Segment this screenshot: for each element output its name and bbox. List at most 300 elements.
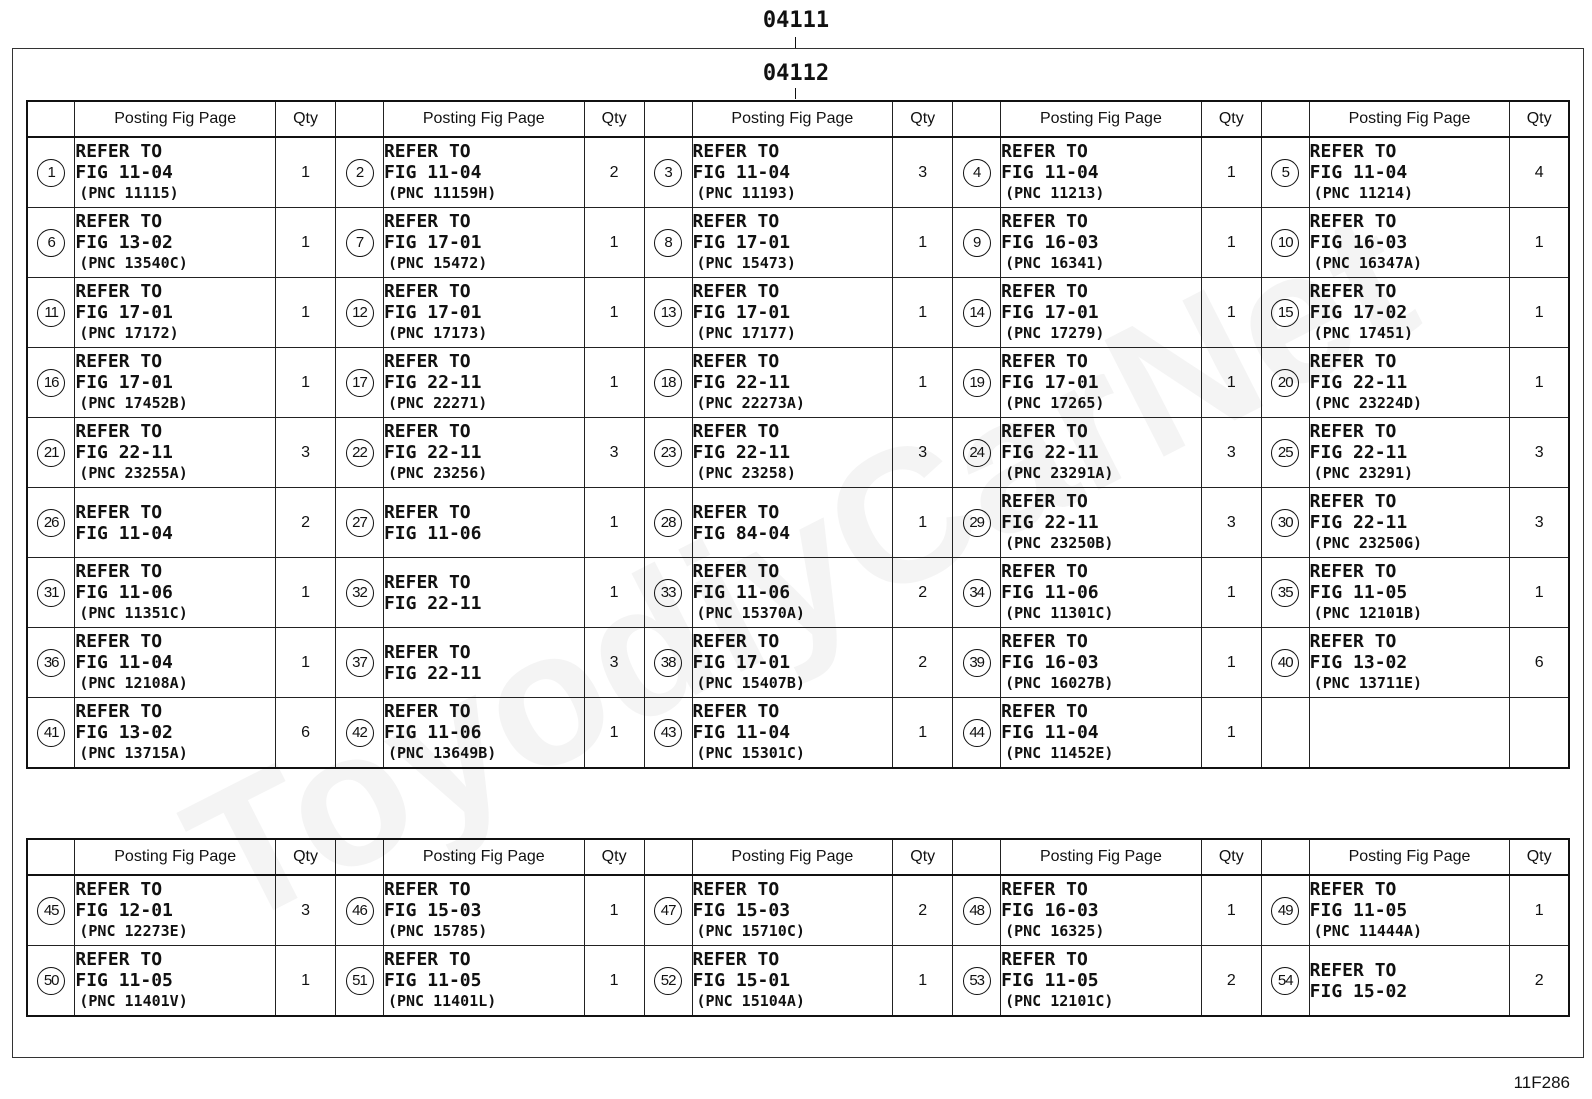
circled-ref-number: 25 [1271, 439, 1299, 467]
fig-ref: FIG 22-11 [383, 662, 482, 684]
qty-cell: 3 [1510, 418, 1569, 488]
pnc-code: (PNC 23250B) [1005, 534, 1114, 552]
fig-ref: FIG 16-03 [1001, 900, 1099, 921]
qty-cell: 1 [276, 278, 336, 348]
qty-cell: 3 [1510, 488, 1569, 558]
circled-ref-number: 5 [1271, 159, 1299, 187]
circled-ref-number: 34 [963, 579, 991, 607]
qty-cell: 3 [893, 418, 953, 488]
refer-to-text: REFER TO [1309, 351, 1397, 372]
ref-number-cell [27, 278, 75, 348]
refer-to-text: REFER TO [1001, 561, 1088, 582]
refer-to-cell [1309, 875, 1510, 946]
header-ref-number-cell [1261, 839, 1309, 875]
table-header [27, 839, 1569, 875]
pnc-code: (PNC 15407B) [696, 674, 805, 692]
header-posting-fig-page: Posting Fig Page [75, 101, 276, 137]
circled-ref-number: 27 [346, 509, 374, 537]
refer-to-cell [75, 488, 276, 558]
circled-ref-number: 16 [37, 369, 65, 397]
qty-cell: 1 [1510, 278, 1569, 348]
pnc-code: (PNC 12273E) [79, 922, 188, 940]
table-row [27, 875, 1569, 946]
ref-number-cell [336, 418, 384, 488]
circled-ref-number: 48 [963, 897, 991, 925]
circled-ref-number: 47 [654, 897, 682, 925]
pnc-code: (PNC 11401V) [79, 992, 188, 1010]
refer-to-text: REFER TO [75, 421, 163, 442]
refer-to-text: REFER TO [383, 949, 471, 970]
refer-to-cell [692, 137, 893, 208]
table-row [27, 208, 1569, 278]
refer-to-cell [1309, 418, 1510, 488]
pnc-code: (PNC 15104A) [696, 992, 805, 1010]
ref-number-cell [644, 558, 692, 628]
pnc-code: (PNC 15785) [387, 922, 488, 940]
header-ref-number-cell [953, 839, 1001, 875]
pnc-code: (PNC 11193) [696, 184, 796, 202]
qty-cell: 3 [276, 875, 336, 946]
refer-to-text: REFER TO [1309, 959, 1397, 981]
ref-number-cell [336, 488, 384, 558]
circled-ref-number: 54 [1271, 967, 1299, 995]
fig-ref: FIG 22-11 [383, 592, 482, 614]
table-row [27, 418, 1569, 488]
circled-ref-number: 37 [346, 649, 374, 677]
circled-ref-number: 23 [654, 439, 682, 467]
fig-ref: FIG 13-02 [75, 232, 173, 253]
ref-number-cell [1261, 875, 1309, 946]
refer-to-text: REFER TO [692, 141, 780, 162]
refer-to-text: REFER TO [1309, 421, 1397, 442]
ref-number-cell [953, 208, 1001, 278]
refer-to-cell [692, 875, 893, 946]
refer-to-text: REFER TO [1001, 491, 1088, 512]
refer-to-text: REFER TO [1309, 281, 1397, 302]
circled-ref-number: 6 [37, 229, 65, 257]
fig-ref: FIG 11-04 [1309, 162, 1408, 183]
refer-to-text: REFER TO [383, 281, 471, 302]
qty-cell: 1 [893, 946, 953, 1017]
qty-cell: 1 [584, 348, 644, 418]
ref-number-cell [953, 137, 1001, 208]
table-row [27, 488, 1569, 558]
refer-to-cell [1309, 348, 1510, 418]
refer-to-cell [75, 278, 276, 348]
pnc-code: (PNC 11159H) [387, 184, 497, 202]
fig-ref: FIG 22-11 [692, 442, 791, 463]
qty-cell: 6 [276, 698, 336, 769]
refer-to-cell [1309, 488, 1510, 558]
refer-to-text: REFER TO [75, 211, 163, 232]
pnc-code: (PNC 13540C) [79, 254, 188, 272]
pnc-code: (PNC 17172) [79, 324, 179, 342]
refer-to-text: REFER TO [75, 879, 163, 900]
ref-number-cell [336, 278, 384, 348]
refer-to-cell [75, 946, 276, 1017]
header-posting-fig-page: Posting Fig Page [692, 101, 893, 137]
circled-ref-number: 33 [654, 579, 682, 607]
header-ref-number-cell [27, 839, 75, 875]
ref-number-cell [27, 558, 75, 628]
refer-to-cell [75, 628, 276, 698]
pnc-code: (PNC 23256) [387, 464, 488, 482]
refer-to-cell [1309, 628, 1510, 698]
refer-to-text: REFER TO [692, 631, 780, 652]
fig-ref: FIG 11-04 [692, 162, 791, 183]
ref-number-cell [1261, 418, 1309, 488]
pnc-code: (PNC 17451) [1313, 324, 1414, 342]
ref-number-cell [1261, 348, 1309, 418]
fig-ref: FIG 11-04 [75, 652, 173, 673]
refer-to-text: REFER TO [75, 351, 163, 372]
qty-cell: 1 [1201, 698, 1261, 769]
ref-number-cell [644, 278, 692, 348]
refer-to-text: REFER TO [692, 949, 780, 970]
ref-number-cell [1261, 278, 1309, 348]
pnc-code: (PNC 11213) [1005, 184, 1105, 202]
fig-ref: FIG 11-05 [1001, 970, 1099, 991]
pnc-code: (PNC 11444A) [1313, 922, 1423, 940]
pnc-code: (PNC 12101C) [1005, 992, 1114, 1010]
parts-reference-table-lower [26, 838, 1570, 1017]
ref-number-cell [953, 875, 1001, 946]
circled-ref-number: 10 [1271, 229, 1299, 257]
refer-to-text: REFER TO [1001, 141, 1088, 162]
circled-ref-number: 22 [346, 439, 374, 467]
table-body [27, 875, 1569, 1016]
circled-ref-number: 31 [37, 579, 65, 607]
fig-ref: FIG 11-04 [75, 522, 173, 544]
qty-cell: 1 [584, 278, 644, 348]
refer-to-cell [75, 558, 276, 628]
fig-ref: FIG 22-11 [1309, 442, 1408, 463]
ref-number-cell [336, 946, 384, 1017]
qty-cell: 3 [893, 137, 953, 208]
ref-number-cell [27, 628, 75, 698]
pnc-code: (PNC 13711E) [1313, 674, 1423, 692]
qty-cell: 1 [584, 488, 644, 558]
qty-cell: 1 [893, 348, 953, 418]
circled-ref-number: 51 [346, 967, 374, 995]
qty-cell [1510, 698, 1569, 769]
refer-to-text: REFER TO [692, 701, 780, 722]
qty-cell: 2 [584, 137, 644, 208]
qty-cell: 2 [893, 628, 953, 698]
fig-ref: FIG 11-06 [383, 722, 482, 743]
leader-line-inner [795, 88, 796, 99]
ref-number-cell [336, 628, 384, 698]
refer-to-cell [1001, 488, 1202, 558]
ref-number-cell [1261, 558, 1309, 628]
refer-to-cell [692, 278, 893, 348]
refer-to-cell [75, 208, 276, 278]
fig-ref: FIG 22-11 [383, 442, 482, 463]
fig-ref: FIG 22-11 [692, 372, 791, 393]
refer-to-text: REFER TO [383, 211, 471, 232]
refer-to-text: REFER TO [692, 879, 780, 900]
ref-number-cell [336, 208, 384, 278]
circled-ref-number: 24 [963, 439, 991, 467]
refer-to-cell [383, 488, 584, 558]
fig-ref: FIG 17-01 [1001, 372, 1099, 393]
qty-cell: 3 [1201, 418, 1261, 488]
refer-to-text: REFER TO [1001, 281, 1088, 302]
qty-cell: 2 [893, 558, 953, 628]
pnc-code: (PNC 13649B) [387, 744, 497, 762]
pnc-code: (PNC 16347A) [1313, 254, 1423, 272]
circled-ref-number: 30 [1271, 509, 1299, 537]
fig-ref: FIG 22-11 [1001, 512, 1099, 533]
circled-ref-number: 50 [37, 967, 65, 995]
table-row [27, 278, 1569, 348]
pnc-code: (PNC 22273A) [696, 394, 805, 412]
fig-ref: FIG 15-02 [1309, 980, 1408, 1002]
refer-to-text: REFER TO [1001, 631, 1088, 652]
qty-cell: 2 [1510, 946, 1569, 1017]
fig-ref: FIG 11-04 [692, 722, 791, 743]
header-posting-fig-page: Posting Fig Page [1309, 839, 1510, 875]
qty-cell: 1 [584, 946, 644, 1017]
assembly-code-inner: 04112 [762, 61, 830, 86]
circled-ref-number: 19 [963, 369, 991, 397]
ref-number-cell [953, 278, 1001, 348]
circled-ref-number: 44 [963, 719, 991, 747]
refer-to-cell [1309, 278, 1510, 348]
refer-to-text: REFER TO [75, 561, 163, 582]
circled-ref-number: 39 [963, 649, 991, 677]
header-ref-number-cell [644, 839, 692, 875]
qty-cell: 4 [1510, 137, 1569, 208]
pnc-code: (PNC 17177) [696, 324, 796, 342]
header-qty: Qty [276, 101, 336, 137]
refer-to-text: REFER TO [692, 211, 780, 232]
table-row [27, 137, 1569, 208]
circled-ref-number: 12 [346, 299, 374, 327]
header-qty: Qty [1510, 839, 1569, 875]
fig-ref: FIG 17-01 [383, 302, 482, 323]
ref-number-cell [27, 137, 75, 208]
refer-to-cell [75, 137, 276, 208]
refer-to-text: REFER TO [75, 281, 163, 302]
ref-number-cell [953, 488, 1001, 558]
ref-number-cell [644, 208, 692, 278]
qty-cell: 1 [276, 946, 336, 1017]
qty-cell: 1 [893, 488, 953, 558]
refer-to-cell [383, 278, 584, 348]
pnc-code: (PNC 23258) [696, 464, 796, 482]
refer-to-cell [1309, 946, 1510, 1017]
ref-number-cell [27, 875, 75, 946]
circled-ref-number: 52 [654, 967, 682, 995]
refer-to-text: REFER TO [692, 421, 780, 442]
qty-cell: 2 [893, 875, 953, 946]
refer-to-text: REFER TO [383, 421, 471, 442]
table-row [27, 558, 1569, 628]
fig-ref: FIG 16-03 [1001, 232, 1099, 253]
circled-ref-number: 15 [1271, 299, 1299, 327]
header-ref-number-cell [953, 101, 1001, 137]
fig-ref: FIG 11-06 [75, 582, 173, 603]
assembly-code-outer: 04111 [762, 8, 830, 33]
refer-to-cell [1001, 208, 1202, 278]
ref-number-cell [644, 875, 692, 946]
refer-to-cell [1001, 628, 1202, 698]
ref-number-cell [644, 488, 692, 558]
header-posting-fig-page: Posting Fig Page [1001, 101, 1202, 137]
circled-ref-number: 21 [37, 439, 65, 467]
header-qty: Qty [276, 839, 336, 875]
refer-to-cell [1001, 698, 1202, 769]
refer-to-text: REFER TO [1309, 491, 1397, 512]
pnc-code: (PNC 22271) [387, 394, 488, 412]
pnc-code: (PNC 11351C) [79, 604, 188, 622]
refer-to-cell [383, 137, 584, 208]
ref-number-cell [336, 348, 384, 418]
header-qty: Qty [584, 101, 644, 137]
refer-to-cell [75, 348, 276, 418]
parts-reference-table-upper [26, 100, 1570, 769]
fig-ref: FIG 13-02 [75, 722, 173, 743]
refer-to-cell [692, 558, 893, 628]
ref-number-cell [953, 946, 1001, 1017]
refer-to-text: REFER TO [1001, 351, 1088, 372]
ref-number-cell [27, 208, 75, 278]
circled-ref-number: 43 [654, 719, 682, 747]
fig-ref: FIG 22-11 [75, 442, 173, 463]
fig-ref: FIG 22-11 [1309, 372, 1408, 393]
pnc-code: (PNC 17279) [1005, 324, 1105, 342]
refer-to-cell [383, 698, 584, 769]
refer-to-cell [75, 698, 276, 769]
pnc-code: (PNC 11115) [79, 184, 179, 202]
fig-ref: FIG 17-02 [1309, 302, 1408, 323]
pnc-code: (PNC 23255A) [79, 464, 188, 482]
qty-cell: 1 [893, 698, 953, 769]
circled-ref-number: 40 [1271, 649, 1299, 677]
pnc-code: (PNC 23224D) [1313, 394, 1423, 412]
fig-ref: FIG 17-01 [692, 652, 791, 673]
refer-to-text: REFER TO [383, 701, 471, 722]
table-header [27, 101, 1569, 137]
circled-ref-number: 4 [963, 159, 991, 187]
circled-ref-number: 9 [963, 229, 991, 257]
ref-number-cell [336, 558, 384, 628]
qty-cell: 1 [276, 628, 336, 698]
refer-to-cell [383, 628, 584, 698]
header-qty: Qty [1201, 839, 1261, 875]
qty-cell: 3 [584, 628, 644, 698]
qty-cell: 1 [1510, 875, 1569, 946]
refer-to-text: REFER TO [692, 501, 780, 523]
circled-ref-number: 45 [37, 897, 65, 925]
fig-ref: FIG 17-01 [1001, 302, 1099, 323]
table-row [27, 698, 1569, 769]
qty-cell: 1 [276, 208, 336, 278]
circled-ref-number: 36 [37, 649, 65, 677]
refer-to-cell [1309, 698, 1510, 769]
qty-cell: 1 [276, 137, 336, 208]
fig-ref: FIG 16-03 [1001, 652, 1099, 673]
qty-cell: 1 [1201, 628, 1261, 698]
refer-to-text: REFER TO [692, 561, 780, 582]
ref-number-cell [1261, 698, 1309, 769]
ref-number-cell [27, 698, 75, 769]
refer-to-cell [383, 418, 584, 488]
circled-ref-number: 38 [654, 649, 682, 677]
ref-number-cell [1261, 208, 1309, 278]
refer-to-text: REFER TO [383, 879, 471, 900]
fig-ref: FIG 11-06 [383, 522, 482, 544]
ref-number-cell [27, 488, 75, 558]
ref-number-cell [953, 628, 1001, 698]
fig-ref: FIG 15-01 [692, 970, 791, 991]
pnc-code: (PNC 15473) [696, 254, 796, 272]
refer-to-text: REFER TO [692, 351, 780, 372]
header-ref-number-cell [336, 101, 384, 137]
circled-ref-number: 26 [37, 509, 65, 537]
refer-to-cell [383, 348, 584, 418]
refer-to-cell [1309, 208, 1510, 278]
pnc-code: (PNC 16341) [1005, 254, 1105, 272]
circled-ref-number: 8 [654, 229, 682, 257]
header-qty: Qty [893, 839, 953, 875]
refer-to-cell [692, 348, 893, 418]
pnc-code: (PNC 15472) [387, 254, 488, 272]
header-ref-number-cell [336, 839, 384, 875]
header-posting-fig-page: Posting Fig Page [1001, 839, 1202, 875]
fig-ref: FIG 11-04 [1001, 162, 1099, 183]
qty-cell: 3 [584, 418, 644, 488]
table-row [27, 348, 1569, 418]
pnc-code: (PNC 12108A) [79, 674, 188, 692]
refer-to-text: REFER TO [75, 631, 163, 652]
refer-to-cell [383, 208, 584, 278]
refer-to-cell [692, 208, 893, 278]
qty-cell: 6 [1510, 628, 1569, 698]
qty-cell: 1 [893, 208, 953, 278]
circled-ref-number: 20 [1271, 369, 1299, 397]
ref-number-cell [644, 698, 692, 769]
fig-ref: FIG 11-04 [383, 162, 482, 183]
qty-cell: 1 [1201, 558, 1261, 628]
qty-cell: 1 [1201, 348, 1261, 418]
pnc-code: (PNC 23291A) [1005, 464, 1114, 482]
header-row [27, 839, 1569, 875]
fig-ref: FIG 22-11 [1309, 512, 1408, 533]
circled-ref-number: 18 [654, 369, 682, 397]
circled-ref-number: 41 [37, 719, 65, 747]
fig-ref: FIG 22-11 [1001, 442, 1099, 463]
refer-to-cell [383, 875, 584, 946]
ref-number-cell [27, 348, 75, 418]
header-posting-fig-page: Posting Fig Page [383, 101, 584, 137]
qty-cell: 1 [1201, 875, 1261, 946]
circled-ref-number: 14 [963, 299, 991, 327]
refer-to-cell [692, 418, 893, 488]
ref-number-cell [644, 348, 692, 418]
circled-ref-number: 3 [654, 159, 682, 187]
fig-ref: FIG 12-01 [75, 900, 173, 921]
refer-to-cell [692, 628, 893, 698]
ref-number-cell [1261, 946, 1309, 1017]
fig-ref: FIG 11-06 [692, 582, 791, 603]
pnc-code: (PNC 11401L) [387, 992, 497, 1010]
refer-to-text: REFER TO [1309, 879, 1397, 900]
fig-ref: FIG 17-01 [692, 232, 791, 253]
qty-cell: 1 [1201, 208, 1261, 278]
fig-ref: FIG 15-03 [383, 900, 482, 921]
